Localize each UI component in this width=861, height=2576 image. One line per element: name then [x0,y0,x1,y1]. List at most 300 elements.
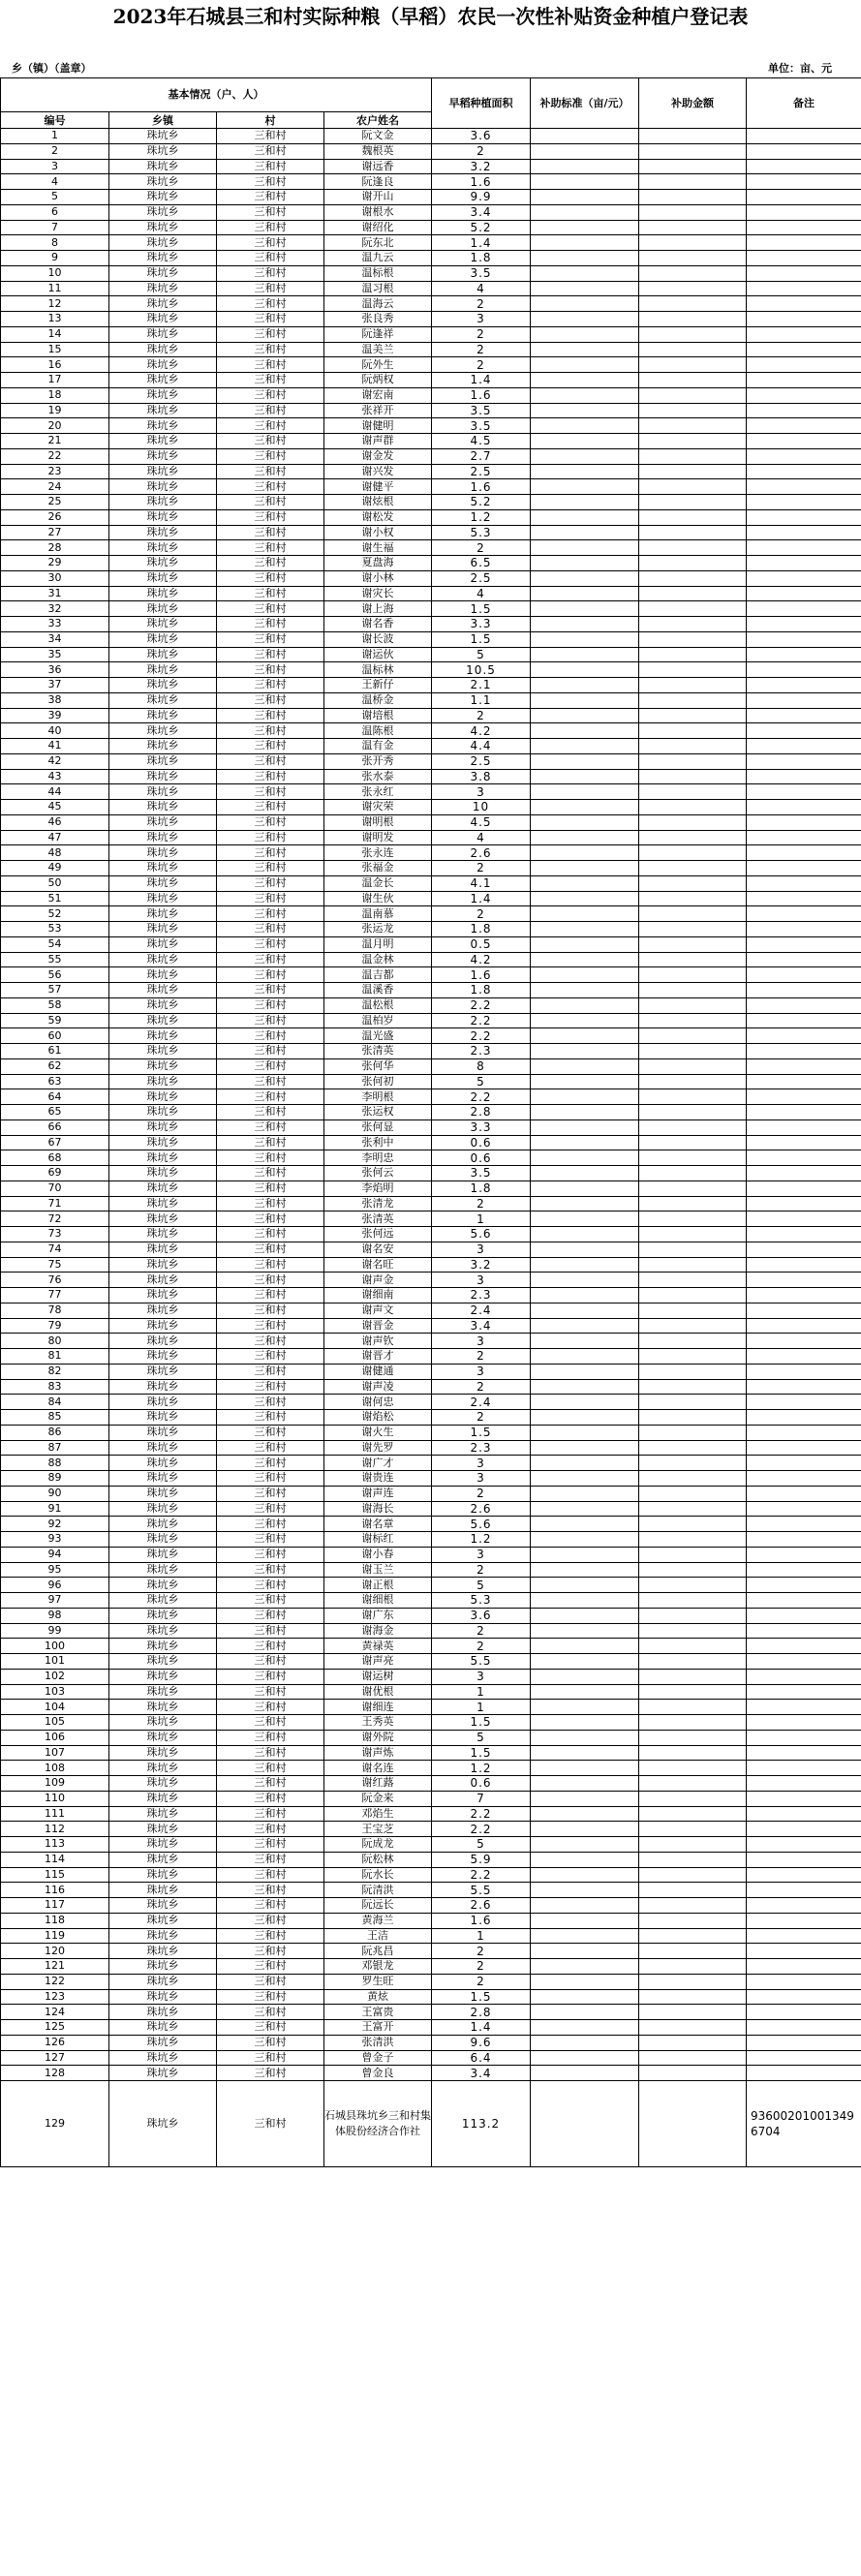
cell-village: 三和村 [217,1547,324,1562]
cell-village: 三和村 [217,1028,324,1044]
cell-township: 珠坑乡 [109,1150,217,1166]
cell-remark [747,692,861,708]
table-row [1,220,861,235]
cell-farmer: 谢小林 [324,570,432,586]
cell-standard [531,540,639,556]
cell-standard [531,1364,639,1379]
cell-township: 珠坑乡 [109,1639,217,1654]
cell-area: 0.6 [432,1135,531,1150]
cell-standard [531,1089,639,1105]
cell-farmer: 谢晋才 [324,1349,432,1365]
cell-township: 珠坑乡 [109,235,217,251]
cell-village: 三和村 [217,1913,324,1928]
table-row [1,1928,861,1944]
cell-township: 珠坑乡 [109,1334,217,1349]
cell-no: 2 [1,143,109,159]
cell-township: 珠坑乡 [109,540,217,556]
cell-village: 三和村 [217,1501,324,1517]
cell-no: 69 [1,1166,109,1181]
table-row [1,418,861,434]
cell-remark [747,1822,861,1837]
cell-township: 珠坑乡 [109,1700,217,1715]
cell-farmer: 黄炫 [324,1989,432,2005]
cell-area: 3 [432,1669,531,1684]
cell-no: 30 [1,570,109,586]
cell-remark [747,1486,861,1501]
cell-area: 2 [432,1959,531,1975]
cell-no: 117 [1,1898,109,1914]
table-row [1,617,861,632]
table-row [1,1150,861,1166]
cell-amount [639,525,747,540]
cell-village: 三和村 [217,1852,324,1867]
cell-area: 1.4 [432,373,531,388]
cell-farmer: 张何华 [324,1058,432,1074]
cell-farmer: 温九云 [324,251,432,266]
cell-village: 三和村 [217,1379,324,1395]
cell-township: 珠坑乡 [109,1105,217,1120]
cell-standard [531,1730,639,1745]
table-row [1,1119,861,1135]
cell-township: 珠坑乡 [109,678,217,693]
cell-amount [639,1150,747,1166]
table-row-collective [1,2081,861,2167]
table-row [1,357,861,373]
cell-amount [639,1944,747,1959]
cell-remark [747,1456,861,1471]
cell-township: 珠坑乡 [109,1318,217,1334]
table-row [1,891,861,906]
cell-farmer: 谢广东 [324,1608,432,1623]
cell-township: 珠坑乡 [109,1074,217,1089]
cell-township: 珠坑乡 [109,692,217,708]
cell-village: 三和村 [217,1196,324,1211]
cell-standard [531,1959,639,1975]
cell-amount [639,1364,747,1379]
cell-farmer: 谢细南 [324,1288,432,1303]
cell-no: 105 [1,1715,109,1731]
cell-area: 2.6 [432,845,531,861]
cell-area: 3.2 [432,1257,531,1273]
cell-township: 珠坑乡 [109,1913,217,1928]
cell-standard [531,662,639,678]
cell-area: 3 [432,1364,531,1379]
cell-standard [531,830,639,845]
cell-area: 2.2 [432,1028,531,1044]
table-row [1,1547,861,1562]
cell-farmer: 温陈根 [324,723,432,739]
cell-area: 3.4 [432,1318,531,1334]
cell-township: 珠坑乡 [109,1898,217,1914]
cell-area: 2 [432,1379,531,1395]
cell-village: 三和村 [217,1593,324,1609]
cell-no: 48 [1,845,109,861]
cell-standard [531,1928,639,1944]
cell-farmer: 阮清洪 [324,1883,432,1898]
cell-no: 123 [1,1989,109,2005]
cell-remark [747,1578,861,1593]
cell-remark [747,1013,861,1028]
cell-no: 49 [1,861,109,876]
cell-area: 2.4 [432,1395,531,1410]
table-row [1,448,861,464]
cell-standard [531,1837,639,1853]
cell-village: 三和村 [217,1944,324,1959]
cell-no: 93 [1,1532,109,1548]
cell-remark [747,891,861,906]
cell-no: 45 [1,800,109,815]
cell-no: 108 [1,1761,109,1776]
cell-remark [747,1273,861,1288]
cell-amount [639,662,747,678]
cell-no: 27 [1,525,109,540]
cell-township: 珠坑乡 [109,1684,217,1700]
cell-amount [639,174,747,190]
cell-area: 1 [432,1928,531,1944]
cell-village: 三和村 [217,936,324,952]
cell-amount [639,1089,747,1105]
cell-amount [639,1913,747,1928]
cell-village: 三和村 [217,753,324,769]
cell-village: 三和村 [217,601,324,617]
cell-amount [639,1745,747,1761]
table-row [1,1410,861,1426]
cell-no: 120 [1,1944,109,1959]
cell-farmer: 谢松发 [324,509,432,525]
table-row [1,1288,861,1303]
cell-township: 珠坑乡 [109,1486,217,1501]
cell-farmer: 阮东北 [324,235,432,251]
cell-remark [747,1776,861,1792]
cell-no: 110 [1,1791,109,1806]
table-row [1,586,861,601]
cell-township: 珠坑乡 [109,1867,217,1883]
cell-amount [639,1105,747,1120]
cell-farmer: 张运权 [324,1105,432,1120]
cell-area: 2 [432,1639,531,1654]
cell-amount [639,922,747,937]
cell-farmer: 阮炳权 [324,373,432,388]
cell-amount [639,281,747,296]
cell-township: 珠坑乡 [109,1456,217,1471]
cell-no: 21 [1,434,109,449]
cell-amount [639,1517,747,1532]
cell-township: 珠坑乡 [109,495,217,510]
cell-township: 珠坑乡 [109,1989,217,2005]
table-row [1,1562,861,1578]
cell-amount [639,1318,747,1334]
cell-no: 119 [1,1928,109,1944]
table-row [1,281,861,296]
cell-farmer: 张运龙 [324,922,432,937]
cell-village: 三和村 [217,1303,324,1318]
cell-standard [531,1028,639,1044]
cell-no: 10 [1,265,109,281]
table-row [1,1700,861,1715]
cell-area: 3.5 [432,265,531,281]
cell-no: 31 [1,586,109,601]
cell-no: 1 [1,129,109,144]
cell-amount [639,1119,747,1135]
table-row [1,129,861,144]
cell-township: 珠坑乡 [109,2020,217,2036]
cell-village: 三和村 [217,296,324,312]
table-row [1,342,861,357]
cell-township: 珠坑乡 [109,464,217,479]
cell-village: 三和村 [217,1715,324,1731]
cell-township: 珠坑乡 [109,342,217,357]
cell-farmer: 温海云 [324,296,432,312]
cell-area: 3.2 [432,159,531,174]
cell-amount [639,1425,747,1440]
cell-farmer: 谢声亮 [324,1654,432,1670]
cell-standard [531,2035,639,2050]
cell-no: 33 [1,617,109,632]
cell-farmer: 李明忠 [324,1150,432,1166]
cell-township: 珠坑乡 [109,1013,217,1028]
cell-remark [747,540,861,556]
cell-area: 1.6 [432,1913,531,1928]
cell-amount [639,617,747,632]
cell-amount [639,1639,747,1654]
table-row [1,1578,861,1593]
cell-no: 54 [1,936,109,952]
cell-standard [531,448,639,464]
cell-township: 珠坑乡 [109,952,217,967]
table-row [1,1318,861,1334]
cell-amount [639,296,747,312]
cell-standard [531,1806,639,1822]
cell-no: 70 [1,1181,109,1196]
cell-standard [531,1867,639,1883]
table-row [1,1028,861,1044]
cell-standard [531,631,639,647]
cell-amount [639,235,747,251]
cell-township: 珠坑乡 [109,403,217,418]
cell-amount [639,1044,747,1059]
cell-village: 三和村 [217,739,324,754]
cell-amount [639,1822,747,1837]
cell-standard [531,220,639,235]
cell-amount [639,251,747,266]
cell-remark [747,1837,861,1853]
cell-township: 珠坑乡 [109,2066,217,2081]
cell-standard [531,1974,639,1989]
cell-no: 55 [1,952,109,967]
cell-remark [747,1044,861,1059]
cell-standard [531,174,639,190]
table-row [1,1715,861,1731]
cell-village: 三和村 [217,1471,324,1487]
cell-remark [747,296,861,312]
cell-area: 2.2 [432,1013,531,1028]
cell-standard [531,1883,639,1898]
cell-township: 珠坑乡 [109,1349,217,1365]
cell-no: 38 [1,692,109,708]
cell-farmer: 谢健通 [324,1364,432,1379]
cell-village: 三和村 [217,1959,324,1975]
cell-no: 126 [1,2035,109,2050]
cell-village: 三和村 [217,235,324,251]
cell-farmer: 张开秀 [324,753,432,769]
cell-farmer: 张良秀 [324,312,432,327]
cell-remark [747,1501,861,1517]
table-row [1,1486,861,1501]
cell-no: 76 [1,1273,109,1288]
cell-remark [747,220,861,235]
cell-township: 珠坑乡 [109,2035,217,2050]
cell-farmer: 谢运伙 [324,647,432,662]
cell-township: 珠坑乡 [109,1044,217,1059]
cell-no: 96 [1,1578,109,1593]
cell-no: 122 [1,1974,109,1989]
cell-area: 5 [432,647,531,662]
cell-village: 三和村 [217,174,324,190]
cell-township: 珠坑乡 [109,1166,217,1181]
cell-no: 91 [1,1501,109,1517]
cell-standard [531,1745,639,1761]
cell-farmer: 谢广才 [324,1456,432,1471]
cell-village: 三和村 [217,723,324,739]
cell-standard [531,1486,639,1501]
cell-township: 珠坑乡 [109,1119,217,1135]
cell-standard [531,967,639,983]
cell-standard [531,1013,639,1028]
cell-village: 三和村 [217,190,324,205]
cell-farmer: 谢声文 [324,1303,432,1318]
cell-farmer: 谢明发 [324,830,432,845]
cell-no: 84 [1,1395,109,1410]
cell-remark [747,769,861,784]
cell-farmer: 李明根 [324,1089,432,1105]
cell-farmer: 谢名旺 [324,1257,432,1273]
cell-no: 101 [1,1654,109,1670]
cell-standard [531,1989,639,2005]
cell-remark [747,190,861,205]
cell-area: 3.3 [432,1119,531,1135]
cell-amount [639,723,747,739]
cell-amount [639,387,747,403]
cell-area: 5 [432,1730,531,1745]
cell-standard [531,1349,639,1365]
cell-standard [531,1334,639,1349]
cell-amount [639,1058,747,1074]
register-table [0,77,861,2167]
cell-farmer: 张清英 [324,1211,432,1227]
table-row [1,1395,861,1410]
table-row [1,174,861,190]
cell-no: 32 [1,601,109,617]
cell-standard [531,845,639,861]
cell-farmer: 阮逢祥 [324,326,432,342]
cell-amount [639,2066,747,2081]
cell-township: 珠坑乡 [109,1761,217,1776]
cell-no: 121 [1,1959,109,1975]
cell-remark [747,845,861,861]
cell-remark [747,1974,861,1989]
header-township: 乡镇 [109,112,217,129]
cell-amount [639,2035,747,2050]
cell-no: 19 [1,403,109,418]
cell-area: 3.8 [432,769,531,784]
cell-area: 1.5 [432,601,531,617]
cell-village: 三和村 [217,1257,324,1273]
cell-area: 2 [432,861,531,876]
cell-farmer: 谢晋金 [324,1318,432,1334]
table-row [1,265,861,281]
table-row [1,800,861,815]
cell-village: 三和村 [217,586,324,601]
cell-village: 三和村 [217,403,324,418]
cell-standard [531,1150,639,1166]
cell-township: 珠坑乡 [109,1211,217,1227]
cell-farmer: 谢健平 [324,479,432,495]
cell-remark [747,1532,861,1548]
cell-no: 102 [1,1669,109,1684]
cell-remark [747,1928,861,1944]
cell-area: 9.9 [432,190,531,205]
cell-village: 三和村 [217,1776,324,1792]
cell-standard [531,1410,639,1426]
table-row [1,739,861,754]
table-row [1,326,861,342]
cell-area: 5.5 [432,1883,531,1898]
cell-area: 4 [432,830,531,845]
cell-amount [639,2050,747,2066]
cell-remark [747,570,861,586]
cell-village: 三和村 [217,1761,324,1776]
cell-remark [747,1806,861,1822]
table-row [1,1211,861,1227]
cell-village: 三和村 [217,1181,324,1196]
cell-standard [531,1273,639,1288]
cell-area: 2.8 [432,2005,531,2020]
cell-no: 111 [1,1806,109,1822]
cell-area: 1.5 [432,1715,531,1731]
cell-township: 珠坑乡 [109,1028,217,1044]
cell-area: 1.4 [432,2020,531,2036]
cell-farmer: 谢先罗 [324,1440,432,1456]
cell-area: 1.5 [432,1989,531,2005]
cell-farmer: 谢绍化 [324,220,432,235]
cell-farmer: 阮成龙 [324,1837,432,1853]
table-row [1,1303,861,1318]
cell-farmer: 谢健明 [324,418,432,434]
cell-farmer: 温溪香 [324,983,432,998]
table-row [1,967,861,983]
cell-township: 珠坑乡 [109,1425,217,1440]
cell-remark [747,265,861,281]
cell-amount [639,1562,747,1578]
table-row [1,906,861,922]
cell-standard [531,723,639,739]
header-no: 编号 [1,112,109,129]
cell-area: 1 [432,1211,531,1227]
table-row [1,1608,861,1623]
cell-village: 三和村 [217,251,324,266]
cell-remark [747,1074,861,1089]
cell-village: 三和村 [217,1928,324,1944]
cell-township: 珠坑乡 [109,1791,217,1806]
cell-farmer: 谢细根 [324,1593,432,1609]
cell-village: 三和村 [217,1989,324,2005]
cell-village: 三和村 [217,784,324,800]
cell-remark [747,357,861,373]
cell-remark [747,418,861,434]
cell-township: 珠坑乡 [109,1135,217,1150]
cell-standard [531,1913,639,1928]
table-row [1,1227,861,1242]
